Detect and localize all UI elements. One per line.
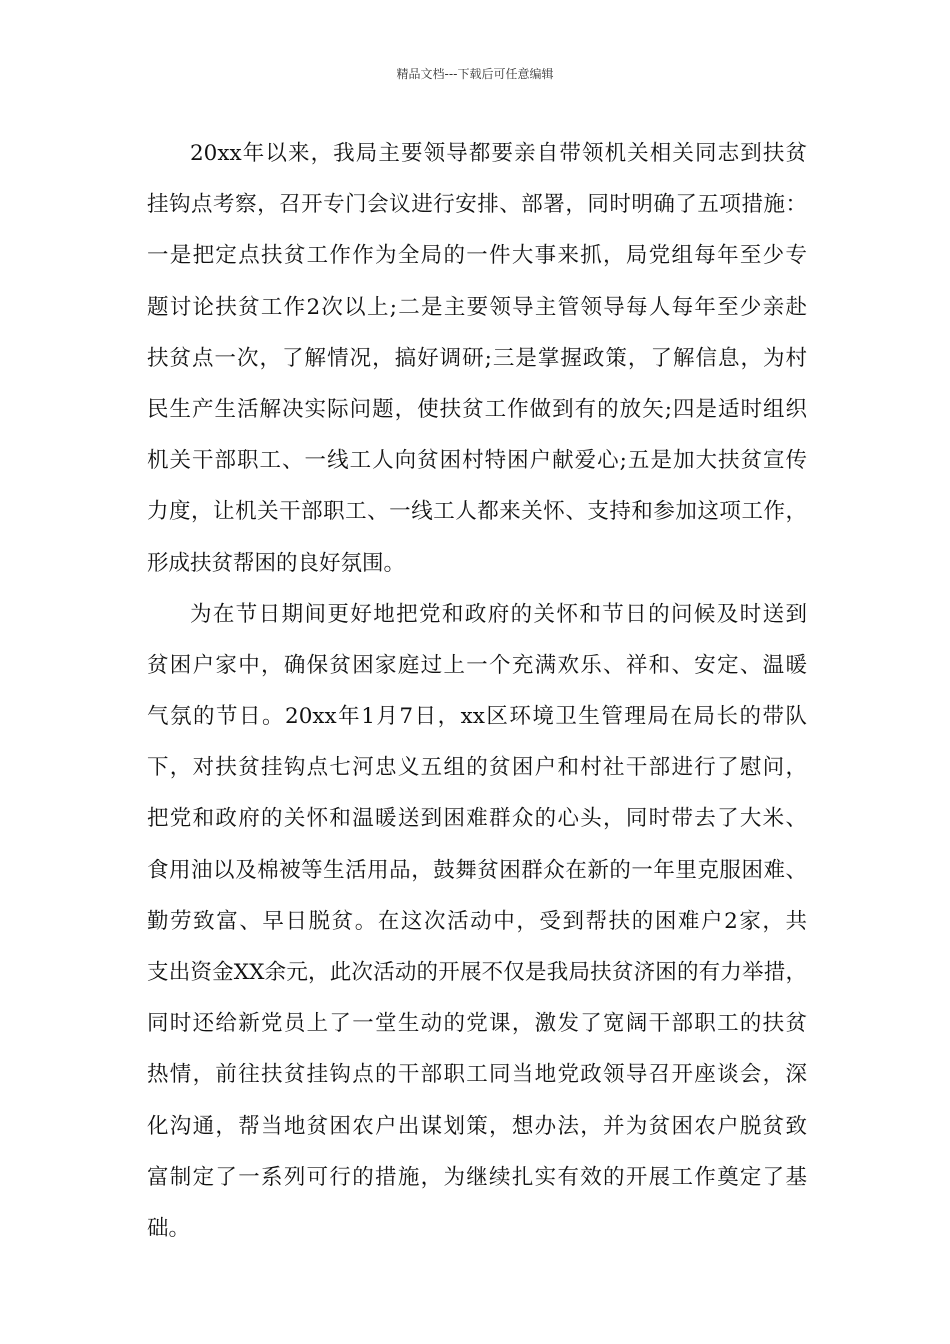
paragraph-line: 题讨论扶贫工作2次以上;二是主要领导主管领导每人每年至少亲赴 — [147, 294, 807, 320]
page-header: 精品文档---下载后可任意编辑 — [396, 67, 554, 81]
paragraph-line: 础。 — [147, 1215, 191, 1241]
paragraph-line: 力度，让机关干部职工、一线工人都来关怀、支持和参加这项工作， — [147, 499, 807, 525]
paragraph-line: 形成扶贫帮困的良好氛围。 — [147, 550, 406, 576]
paragraph-line: 20xx年以来，我局主要领导都要亲自带领机关相关同志到扶贫 — [190, 141, 807, 166]
document-body — [147, 135, 807, 1261]
paragraph-line: 热情，前往扶贫挂钩点的干部职工同当地党政领导召开座谈会，深 — [147, 1062, 807, 1088]
paragraph-line: 富制定了一系列可行的措施，为继续扎实有效的开展工作奠定了基 — [147, 1164, 807, 1190]
paragraph-line: 化沟通，帮当地贫困农户出谋划策，想办法，并为贫困农户脱贫致 — [147, 1113, 807, 1139]
paragraph-line: 民生产生活解决实际问题，使扶贫工作做到有的放矢;四是适时组织 — [147, 396, 807, 422]
paragraph-line: 扶贫点一次，了解情况，搞好调研;三是掌握政策，了解信息，为村 — [147, 345, 807, 371]
paragraph-line: 同时还给新党员上了一堂生动的党课，激发了宽阔干部职工的扶贫 — [147, 1011, 807, 1037]
paragraph-line: 贫困户家中，确保贫困家庭过上一个充满欢乐、祥和、安定、温暖 — [147, 652, 807, 678]
paragraph-line: 一是把定点扶贫工作作为全局的一件大事来抓，局党组每年至少专 — [147, 243, 807, 269]
paragraph-line: 为在节日期间更好地把党和政府的关怀和节日的问候及时送到 — [190, 601, 807, 627]
paragraph-line: 气氛的节日。20xx年1月7日，xx区环境卫生管理局在局长的带队 — [147, 704, 807, 730]
paragraph-line: 挂钩点考察，召开专门会议进行安排、部署，同时明确了五项措施： — [147, 192, 807, 218]
paragraph-line: 机关干部职工、一线工人向贫困村特困户献爱心;五是加大扶贫宣传 — [147, 448, 807, 474]
paragraph-1 — [147, 135, 807, 596]
paragraph-line: 下，对扶贫挂钩点七河忠义五组的贫困户和村社干部进行了慰问， — [147, 755, 807, 781]
paragraph-line: 食用油以及棉被等生活用品，鼓舞贫困群众在新的一年里克服困难、 — [147, 857, 807, 883]
paragraph-line: 勤劳致富、早日脱贫。在这次活动中，受到帮扶的困难户2家，共 — [147, 908, 807, 934]
paragraph-line: 支出资金XX余元，此次活动的开展不仅是我局扶贫济困的有力举措， — [147, 960, 807, 985]
paragraph-line: 把党和政府的关怀和温暖送到困难群众的心头，同时带去了大米、 — [147, 806, 807, 832]
paragraph-2 — [147, 596, 807, 1261]
